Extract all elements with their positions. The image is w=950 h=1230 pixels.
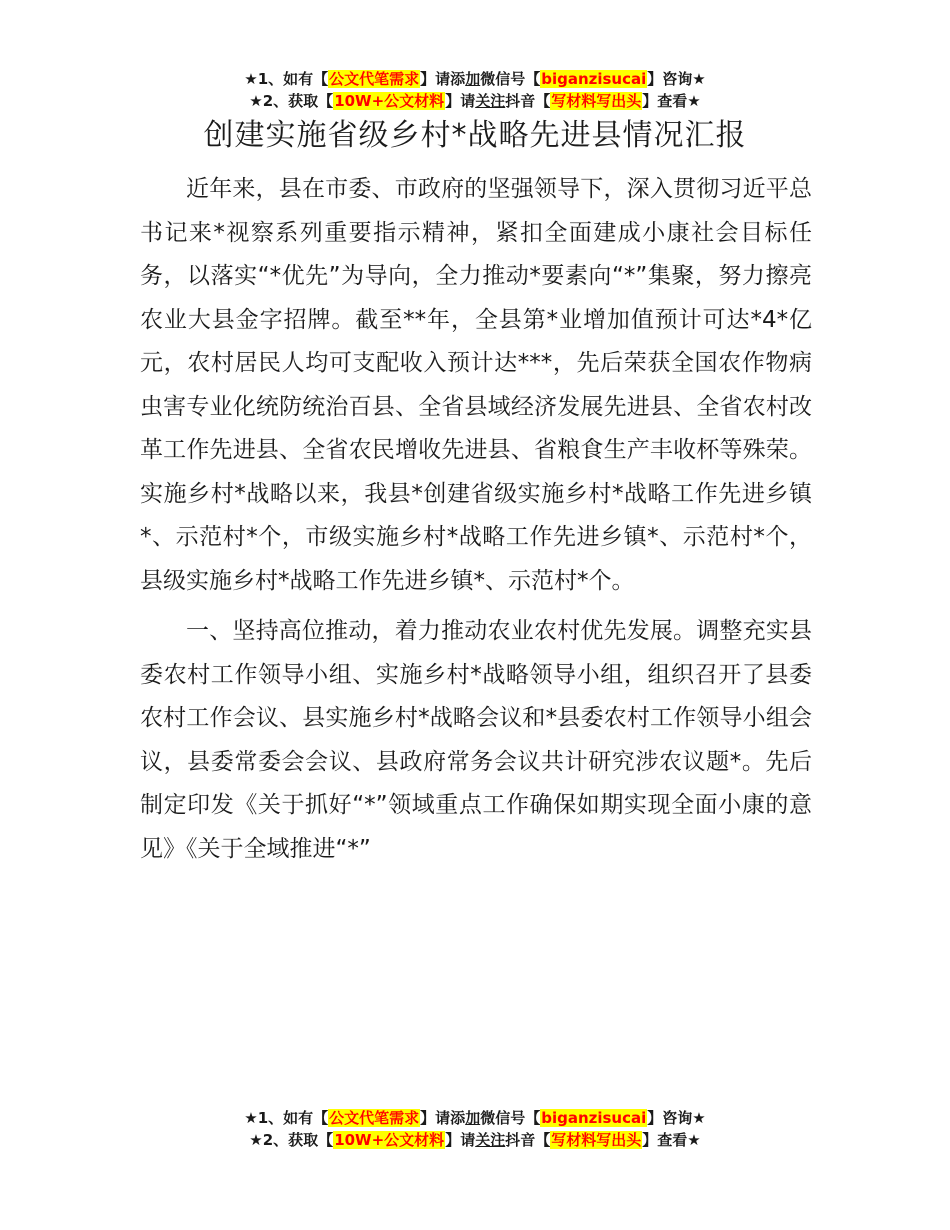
highlight-douyin-account: 写材料写出头: [551, 92, 642, 110]
footer-banner: [0, 1107, 950, 1151]
highlight-douyin-account: 写材料写出头: [551, 1131, 642, 1149]
banner-line-1: ★1、如有【公文代笔需求】请添加微信号【biganzisucai】咨询★: [244, 1109, 706, 1127]
highlight-materials: 10W+公文材料: [334, 1131, 445, 1149]
highlight-materials: 10W+公文材料: [334, 92, 445, 110]
highlight-wechat-id: biganzisucai: [541, 1109, 647, 1127]
banner-line-2: ★2、获取【10W+公文材料】请关注抖音【写材料写出头】查看★: [249, 92, 701, 110]
document-title: 创建实施省级乡村*战略先进县情况汇报: [203, 118, 747, 153]
banner-line-1: ★1、如有【公文代笔需求】请添加微信号【biganzisucai】咨询★: [244, 70, 706, 88]
highlight-ghostwriting: 公文代笔需求: [329, 1109, 420, 1127]
header-banner: [0, 68, 950, 112]
body-paragraph: 近年来，县在市委、市政府的坚强领导下，深入贯彻习近平总书记来*视察系列重要指示精神，紧扣全面建成小康社会目标任务，以落实“*优先”为导向，全力推动*要素向“*”集聚，努力擦亮农业大县金字招牌。截至**年，全县第*业增加值预计可达*4*亿元，农村居民人均可支配收入预计达***，先后荣获全国农作物病虫害专业化统防统治百县、全省县域经济发展先进县、全省农村改革工作先进县、全省农民增收先进县、省粮食生产丰收杯等殊荣。实施乡村*战略以来，我县*创建省级实施乡村*战略工作先进乡镇*、示范村*个，市级实施乡村*战略工作先进乡镇*、示范村*个，县级实施乡村*战略工作先进乡镇*、示范村*个。: [140, 176, 812, 594]
highlight-ghostwriting: 公文代笔需求: [329, 70, 420, 88]
document-body: [140, 168, 812, 878]
banner-line-2: ★2、获取【10W+公文材料】请关注抖音【写材料写出头】查看★: [249, 1131, 701, 1149]
highlight-wechat-id: biganzisucai: [541, 70, 647, 88]
body-paragraph: 一、坚持高位推动，着力推动农业农村优先发展。调整充实县委农村工作领导小组、实施乡村*战略领导小组，组织召开了县委农村工作会议、县实施乡村*战略会议和*县委农村工作领导小组会议，县委常委会会议、县政府常务会议共计研究涉农议题*。先后制定印发《关于抓好“*”领域重点工作确保如期实现全面小康的意见》《关于全域推进“*”: [140, 618, 812, 862]
